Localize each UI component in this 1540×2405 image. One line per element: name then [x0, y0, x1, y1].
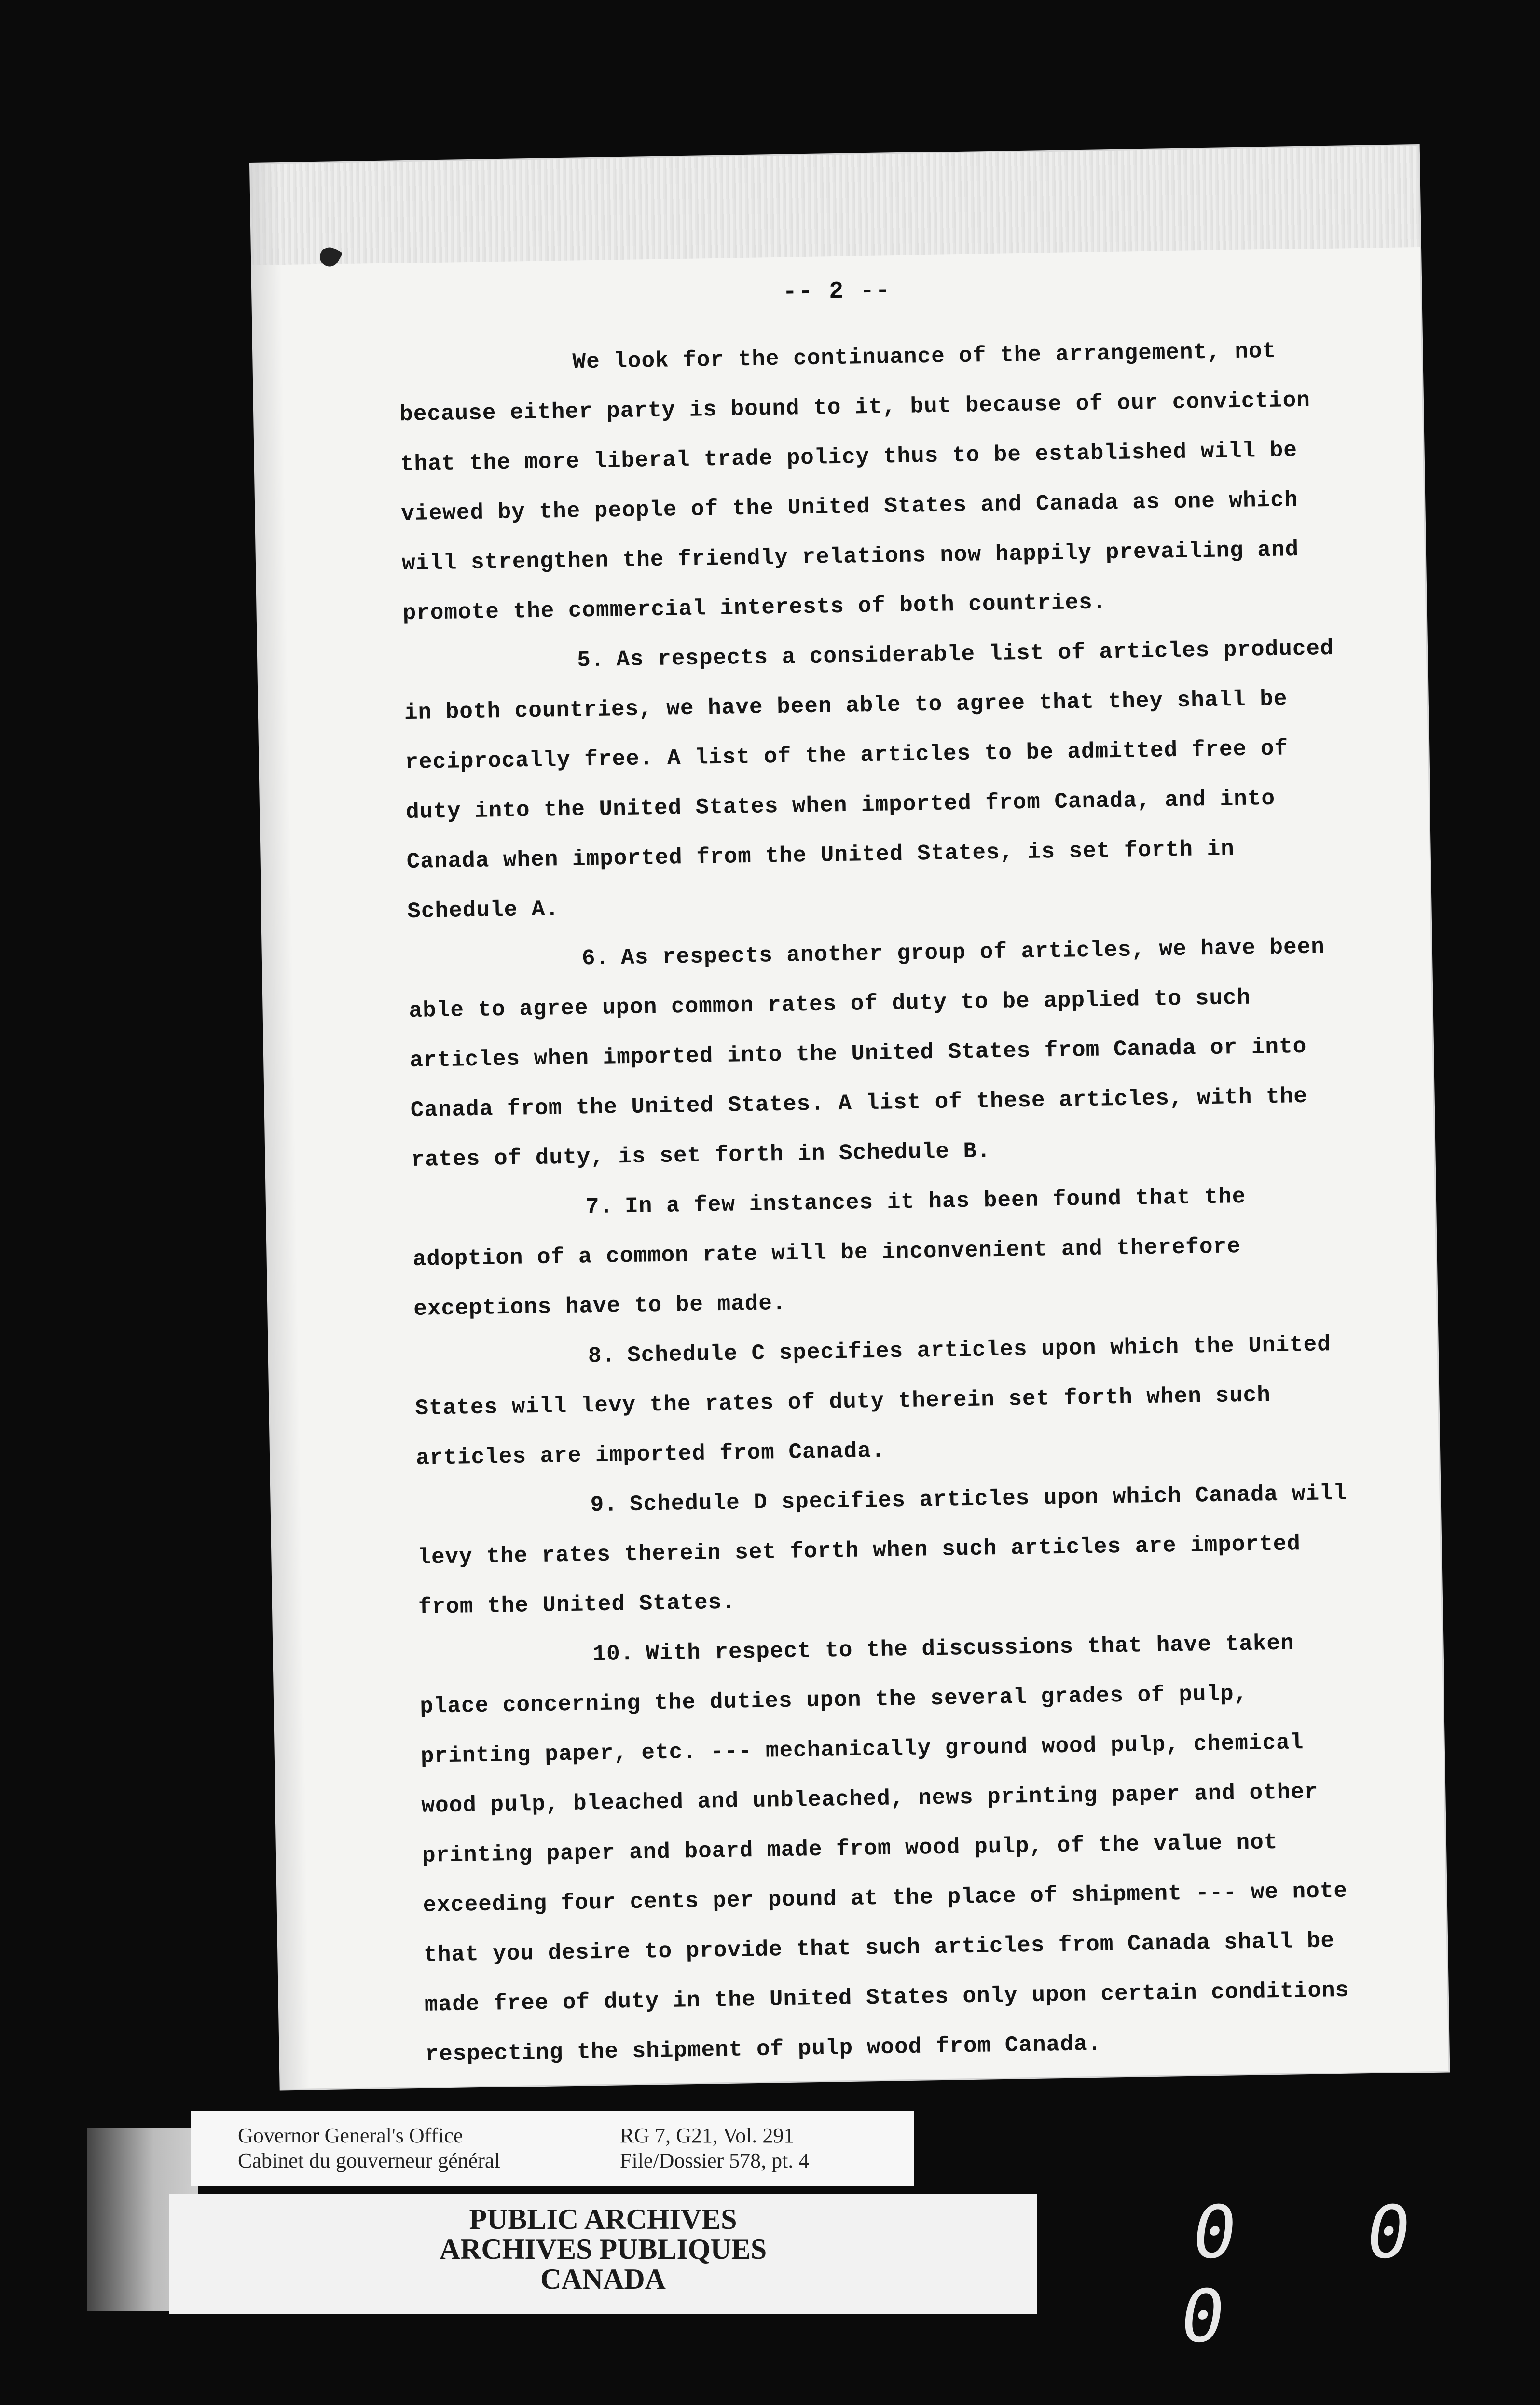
paragraph-text: Schedule C specifies articles upon which the United States will levy the rates of duty therein set forth when such articles are imported from Canada. [415, 1332, 1332, 1471]
paragraph-continuance [399, 325, 1348, 638]
office-names [238, 2123, 500, 2173]
paragraph-text: As respects a considerable list of articles produced in both countries, we have been able to agree that they shall be reciprocally free. A list of the articles to be admitted free of duty into the United States when imported from Canada, and into Canada when imported from the United States, is set forth in Schedule A. [404, 636, 1334, 925]
paragraph-text: Schedule D specifies articles upon which Canada will levy the rates therein set forth when such articles are imported from the United States. [417, 1480, 1348, 1620]
paragraph-number: 7. [585, 1194, 614, 1220]
page-number: -- 2 -- [782, 277, 891, 306]
document-page [251, 146, 1448, 2089]
frame-counter: 0 0 0 [1175, 2191, 1460, 2359]
archives-stamp [169, 2194, 1037, 2314]
file-dossier: File/Dossier 578, pt. 4 [620, 2149, 810, 2172]
paragraph-text: As respects another group of articles, we have been able to agree upon common rates of duty to be applied to such articles when imported into the United States from Canada or into Canada from the United States. A list of these articles, with the rates of duty, is set forth in Schedule B. [409, 934, 1325, 1173]
scan-noise-left [251, 164, 310, 2089]
record-reference [620, 2123, 809, 2173]
paragraph-7 [412, 1170, 1360, 1334]
office-name-en: Governor General's Office [238, 2124, 463, 2147]
paragraph-text: With respect to the discussions that have taken place concerning the duties upon the several grades of pulp, printing paper, etc. --- mechanically ground wood pulp, chemical wood pulp, bleached and unbleached, news printing paper and other printing paper and board made from wood pulp, of the value not exceeding four cents per pound at the place of shipment --- we note that you desire to provide that such articles from Canada shall be made free of duty in the United States only upon certain conditions respecting the shipment of pulp wood from Canada. [419, 1631, 1349, 2067]
paragraph-text: In a few instances it has been found that the adoption of a common rate will be inconvenient and therefore exceptions have to be made. [412, 1184, 1246, 1322]
letter-body [399, 325, 1371, 2079]
office-name-fr: Cabinet du gouverneur général [238, 2149, 500, 2172]
paragraph-number: 5. [577, 647, 605, 673]
paragraph-10 [419, 1617, 1371, 2080]
archives-line-3: CANADA [540, 2263, 666, 2295]
archives-line-1: PUBLIC ARCHIVES [469, 2203, 737, 2235]
paragraph-9 [416, 1468, 1364, 1632]
archive-reference-label [191, 2111, 914, 2186]
paragraph-number: 6. [581, 945, 610, 971]
paragraph-5 [403, 623, 1353, 937]
record-group: RG 7, G21, Vol. 291 [620, 2124, 795, 2147]
paragraph-number: 9. [590, 1492, 619, 1518]
paragraph-number: 8. [588, 1343, 616, 1369]
archives-line-2: ARCHIVES PUBLIQUES [439, 2233, 767, 2265]
scan-noise-top [251, 146, 1420, 265]
paragraph-8 [414, 1319, 1362, 1483]
paragraph-number: 10. [592, 1641, 634, 1667]
paragraph-6 [408, 922, 1357, 1185]
paragraph-text: We look for the continuance of the arrangement, not because either party is bound to it, but because of our conviction that the more liberal trade policy thus to be established will be viewed by the people of the United States and Canada as one which will strengthen the friendly relations now happily prevailing and promote the commercial interests of both countries. [399, 338, 1311, 626]
archives-stamp-text [169, 2204, 1037, 2294]
